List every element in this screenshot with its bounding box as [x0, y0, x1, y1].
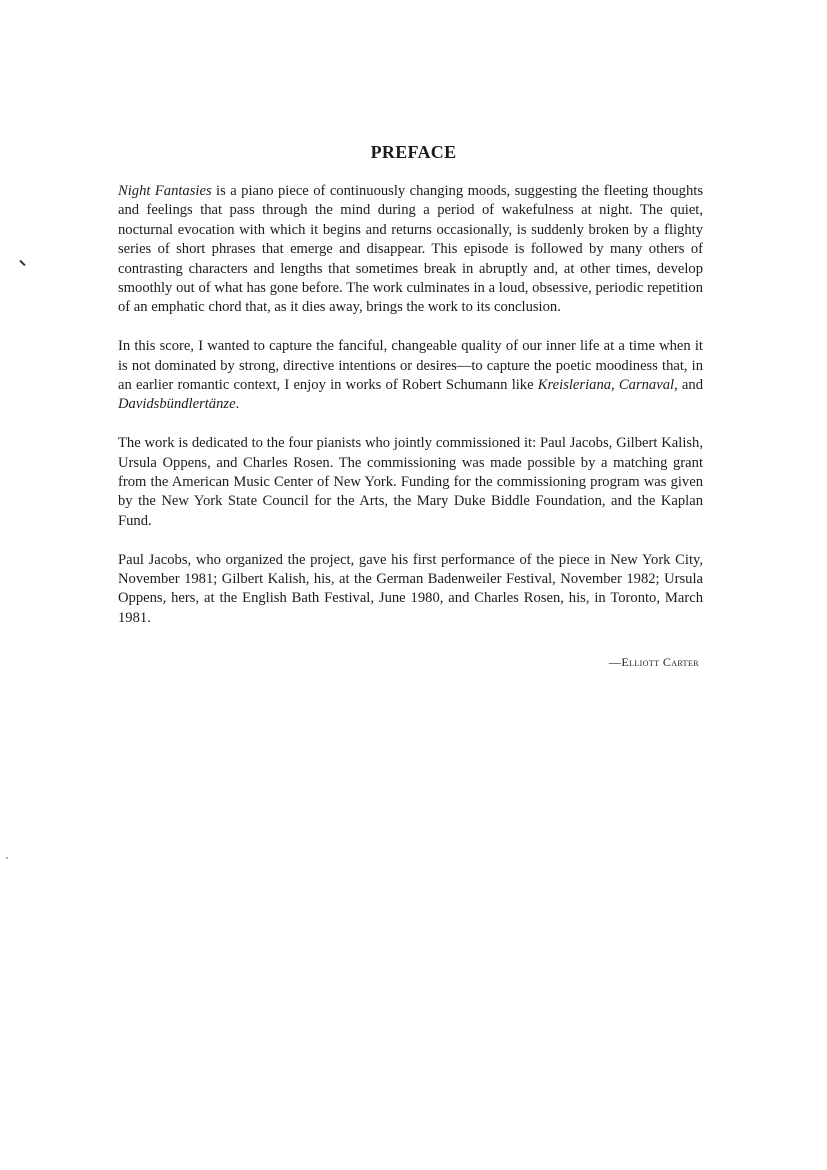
- preface-body: [118, 182, 703, 628]
- work-title-carnaval: Carnaval: [618, 377, 675, 394]
- paragraph-3: [118, 434, 703, 531]
- page-title: PREFACE: [370, 142, 457, 162]
- paragraph-2-text: In this score, I wanted to capture the fanciful, changeable quality of our inner life at a time when it is not dominated by strong, directive intentions or desires—to capture the poetic moodiness that, in an earlier romantic context, I enjoy in works of Robert Schumann like: [118, 338, 703, 394]
- paragraph-3-text: The work is dedicated to the four pianists who jointly commissioned it: Paul Jacobs, Gilbert Kalish, Ursula Oppens, and Charles Rosen. The commissioning was made possible by a matching grant from the American Music Center of New York. Funding for the commissioning program was given by the New York State Council for the Arts, the Mary Duke Biddle Foundation, and the Kaplan Fund.: [118, 435, 703, 529]
- paragraph-4-text: Paul Jacobs, who organized the project, gave his first performance of the piece in New York City, November 1981; Gilbert Kalish, his, at the German Badenweiler Festival, November 1982; Ursula Oppens, hers, at the English Bath Festival, June 1980, and Charles Rosen, his, in Toronto, March 1981.: [118, 551, 703, 626]
- work-title-davidsbundlertanze: Davidsbündlertänze: [118, 396, 236, 413]
- author-signature: [609, 655, 699, 670]
- work-title-night-fantasies: Night Fantasies: [118, 183, 212, 199]
- separator-2: , and: [674, 377, 703, 394]
- signature-dash: —: [608, 655, 622, 669]
- paragraph-1-text: is a piano piece of continuously changing moods, suggesting the fleeting thoughts and feelings that pass through the mind during a period of wakefulness at night. The quiet, nocturnal evocation with which it begins and returns occasionally, is suddenly broken by a flighty series of short phrases that emerge and disappear. This episode is followed by many others of contrasting characters and lengths that sometimes break in abruptly and, at other times, develop smoothly out of what has gone before. The work culminates in a loud, obsessive, periodic repetition of an emphatic chord that, as it dies away, brings the work to its conclusion.: [118, 183, 703, 316]
- paragraph-4: [118, 551, 703, 629]
- author-name: Elliott Carter: [621, 655, 699, 669]
- separator-1: ,: [611, 377, 619, 394]
- paragraph-1: [118, 182, 703, 318]
- scan-mark: [19, 260, 25, 266]
- paragraph-2-end: .: [235, 396, 240, 413]
- paragraph-2: [118, 337, 703, 415]
- scan-speck: [6, 857, 8, 859]
- work-title-kreisleriana: Kreisleriana: [537, 377, 612, 394]
